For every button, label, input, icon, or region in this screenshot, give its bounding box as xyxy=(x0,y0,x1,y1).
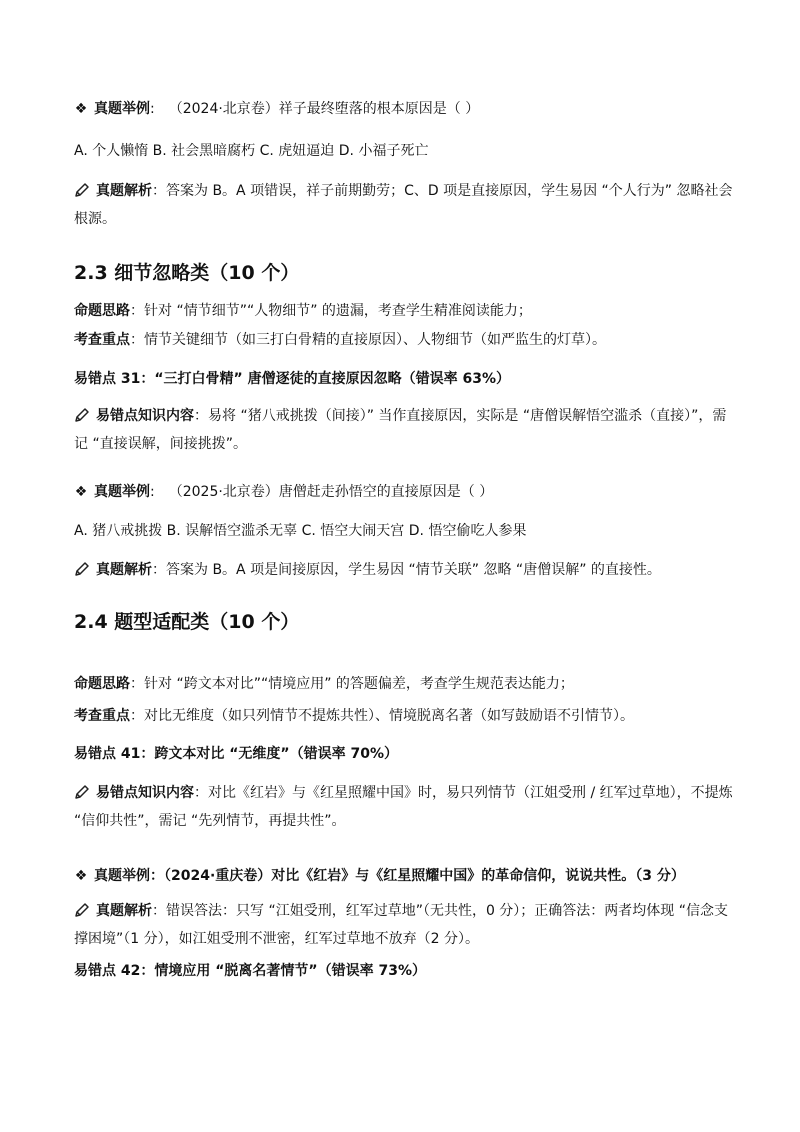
section-heading-2-4: 2.4 题型适配类（10 个） xyxy=(74,611,300,633)
diamond-bullet-icon: ❖ xyxy=(74,484,88,500)
pencil-icon xyxy=(74,407,90,423)
exam-focus: 考查重点：对比无维度（如只列情节不提炼共性）、情境脱离名著（如写鼓励语不引情节）。 xyxy=(74,708,634,724)
pencil-icon xyxy=(74,561,90,577)
knowledge-41: 易错点知识内容：对比《红岩》与《红星照耀中国》时，易只列情节（江姐受刑 / 红军过草地），不提炼 “信仰共性”，需记 “先列情节，再提共性”。 xyxy=(74,785,733,829)
example-2025-beijing: ❖ 真题举例: （2025·北京卷）唐僧赶走孙悟空的直接原因是（ ） xyxy=(74,484,494,500)
pencil-icon xyxy=(74,902,90,918)
pencil-icon xyxy=(74,182,90,198)
options-2025-beijing: A. 猪八戒挑拨 B. 误解悟空滥杀无辜 C. 悟空大闹天宫 D. 悟空偷吃人参果 xyxy=(74,523,527,539)
exam-focus: 考查重点：情节关键细节（如三打白骨精的直接原因）、人物细节（如严监生的灯草）。 xyxy=(74,332,606,348)
error-point-42: 易错点 42：情境应用 “脱离名著情节”（错误率 73%） xyxy=(74,963,427,979)
error-point-31: 易错点 31：“三打白骨精” 唐僧逐徒的直接原因忽略（错误率 63%） xyxy=(74,371,511,387)
example-2024-chongqing: ❖ 真题举例：（2024·重庆卷）对比《红岩》与《红星照耀中国》的革命信仰，说说共性。（3 分） xyxy=(74,868,685,884)
proposition-idea: 命题思路：针对 “情节细节”“人物细节” 的遗漏，考查学生精准阅读能力； xyxy=(74,303,532,319)
pencil-icon xyxy=(74,784,90,800)
knowledge-31: 易错点知识内容：易将 “猪八戒挑拨（间接）” 当作直接原因，实际是 “唐僧误解悟空滥杀（直接）”，需记 “直接误解，间接挑拨”。 xyxy=(74,408,727,452)
analysis-2024-beijing: 真题解析：答案为 B。A 项错误，祥子前期勤劳；C、D 项是直接原因，学生易因 “个人行为” 忽略社会根源。 xyxy=(74,183,733,227)
error-point-41: 易错点 41：跨文本对比 “无维度”（错误率 70%） xyxy=(74,746,399,762)
options-2024-beijing: A. 个人懒惰 B. 社会黑暗腐朽 C. 虎妞逼迫 D. 小福子死亡 xyxy=(74,143,429,159)
section-heading-2-3: 2.3 细节忽略类（10 个） xyxy=(74,262,300,284)
diamond-bullet-icon: ❖ xyxy=(74,868,88,884)
analysis-2024-chongqing: 真题解析：错误答法：只写 “江姐受刑，红军过草地”（无共性，0 分）；正确答法：两者均体现 “信念支撑困境”（1 分），如江姐受刑不泄密，红军过草地不放弃（2 分）。 xyxy=(74,903,729,947)
diamond-bullet-icon: ❖ xyxy=(74,101,88,117)
example-2024-beijing: ❖ 真题举例: （2024·北京卷）祥子最终堕落的根本原因是（ ） xyxy=(74,101,480,117)
proposition-idea: 命题思路：针对 “跨文本对比”“情境应用” 的答题偏差，考查学生规范表达能力； xyxy=(74,676,574,692)
analysis-2025-beijing: 真题解析：答案为 B。A 项是间接原因，学生易因 “情节关联” 忽略 “唐僧误解” 的直接性。 xyxy=(74,560,734,580)
